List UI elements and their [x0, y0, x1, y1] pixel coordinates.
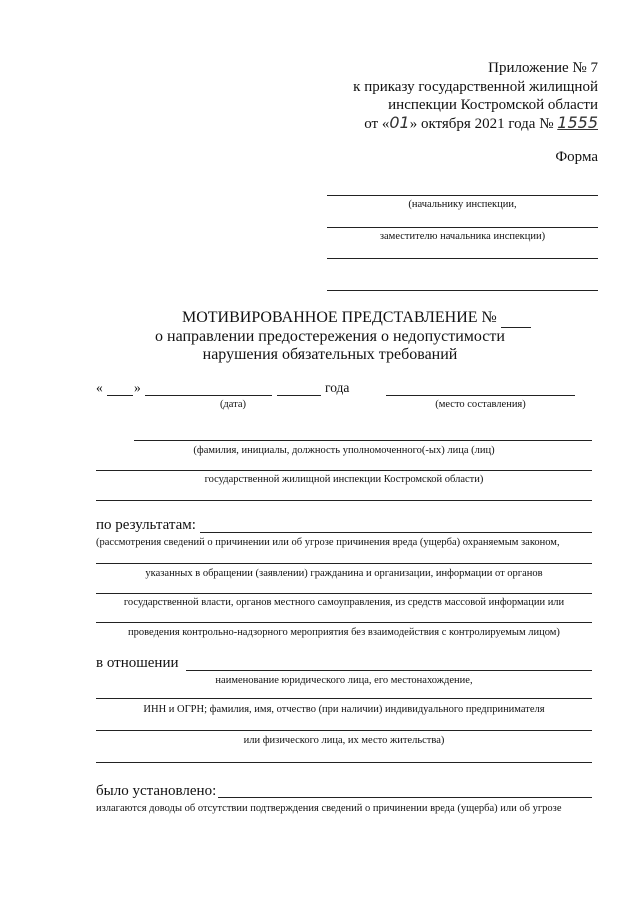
date-day-field[interactable]	[107, 395, 133, 396]
results-label: по результатам:	[96, 517, 196, 533]
results-line-4[interactable]	[96, 622, 592, 623]
order-date-prefix: от «	[364, 116, 390, 132]
representation-number-field[interactable]	[501, 309, 531, 328]
year-word: года	[325, 380, 350, 395]
results-caption-1: (рассмотрения сведений о причинении или об угрозе причинения вреда (ущерба) охраняемым законом,	[96, 537, 560, 548]
official-caption-1: (фамилия, инициалы, должность уполномоченного(-ых) лица (лиц)	[193, 445, 495, 456]
order-date-day: 01	[389, 113, 410, 132]
document-title	[182, 309, 531, 328]
regarding-line-2[interactable]	[96, 698, 592, 699]
regarding-line-1[interactable]	[186, 670, 592, 671]
results-line-1[interactable]	[200, 532, 592, 533]
established-label: было установлено:	[96, 783, 217, 799]
regarding-caption-1: наименование юридического лица, его местонахождение,	[215, 675, 473, 686]
order-date-line	[364, 114, 598, 133]
official-caption-2: государственной жилищной инспекции Костромской области)	[204, 474, 484, 485]
order-date-suffix: » октября 2021 года №	[409, 116, 554, 132]
order-reference-line2: инспекции Костромской области	[388, 97, 598, 113]
date-caption: (дата)	[219, 399, 247, 410]
addressee-caption-2: заместителю начальника инспекции)	[379, 231, 546, 242]
regarding-line-4[interactable]	[96, 762, 592, 763]
results-caption-2: указанных в обращении (заявлении) гражданина и организации, информации от органов	[145, 568, 543, 579]
results-line-2[interactable]	[96, 563, 592, 564]
regarding-caption-2: ИНН и ОГРН; фамилия, имя, отчество (при наличии) индивидуального предпринимателя	[143, 704, 545, 715]
document-title-text: МОТИВИРОВАННОЕ ПРЕДСТАВЛЕНИЕ №	[182, 309, 497, 326]
order-number: 1555	[557, 113, 598, 132]
established-caption-1: излагаются доводы об отсутствии подтверждения сведений о причинении вреда (ущерба) или об угрозе	[96, 803, 562, 814]
official-line-3[interactable]	[96, 500, 592, 501]
official-line-1[interactable]	[134, 440, 592, 441]
addressee-line-3[interactable]	[327, 258, 598, 259]
established-line-1[interactable]	[218, 797, 592, 798]
regarding-line-3[interactable]	[96, 730, 592, 731]
addressee-caption-1: (начальнику инспекции,	[408, 199, 517, 210]
title-subline-2: нарушения обязательных требований	[202, 346, 458, 363]
form-label: Форма	[555, 149, 598, 165]
date-open-quote: «	[96, 380, 103, 395]
annex-number: Приложение № 7	[488, 60, 598, 76]
date-close-quote: »	[134, 380, 141, 395]
title-subline-1: о направлении предостережения о недопустимости	[155, 328, 505, 345]
addressee-line-1[interactable]	[327, 195, 598, 196]
results-caption-3: государственной власти, органов местного самоуправления, из средств массовой информации или	[123, 597, 565, 608]
regarding-caption-3: или физического лица, их место жительства)	[243, 735, 445, 746]
order-reference-line1: к приказу государственной жилищной	[353, 79, 598, 95]
date-year-field[interactable]	[277, 395, 321, 396]
place-caption: (место составления)	[435, 399, 526, 410]
official-line-2[interactable]	[96, 470, 592, 471]
date-month-field[interactable]	[145, 395, 272, 396]
results-caption-4: проведения контрольно-надзорного мероприятия без взаимодействия с контролируемым лицом)	[128, 627, 560, 638]
addressee-line-4[interactable]	[327, 290, 598, 291]
addressee-line-2[interactable]	[327, 227, 598, 228]
results-line-3[interactable]	[96, 593, 592, 594]
regarding-label: в отношении	[96, 655, 179, 671]
place-field[interactable]	[386, 395, 575, 396]
